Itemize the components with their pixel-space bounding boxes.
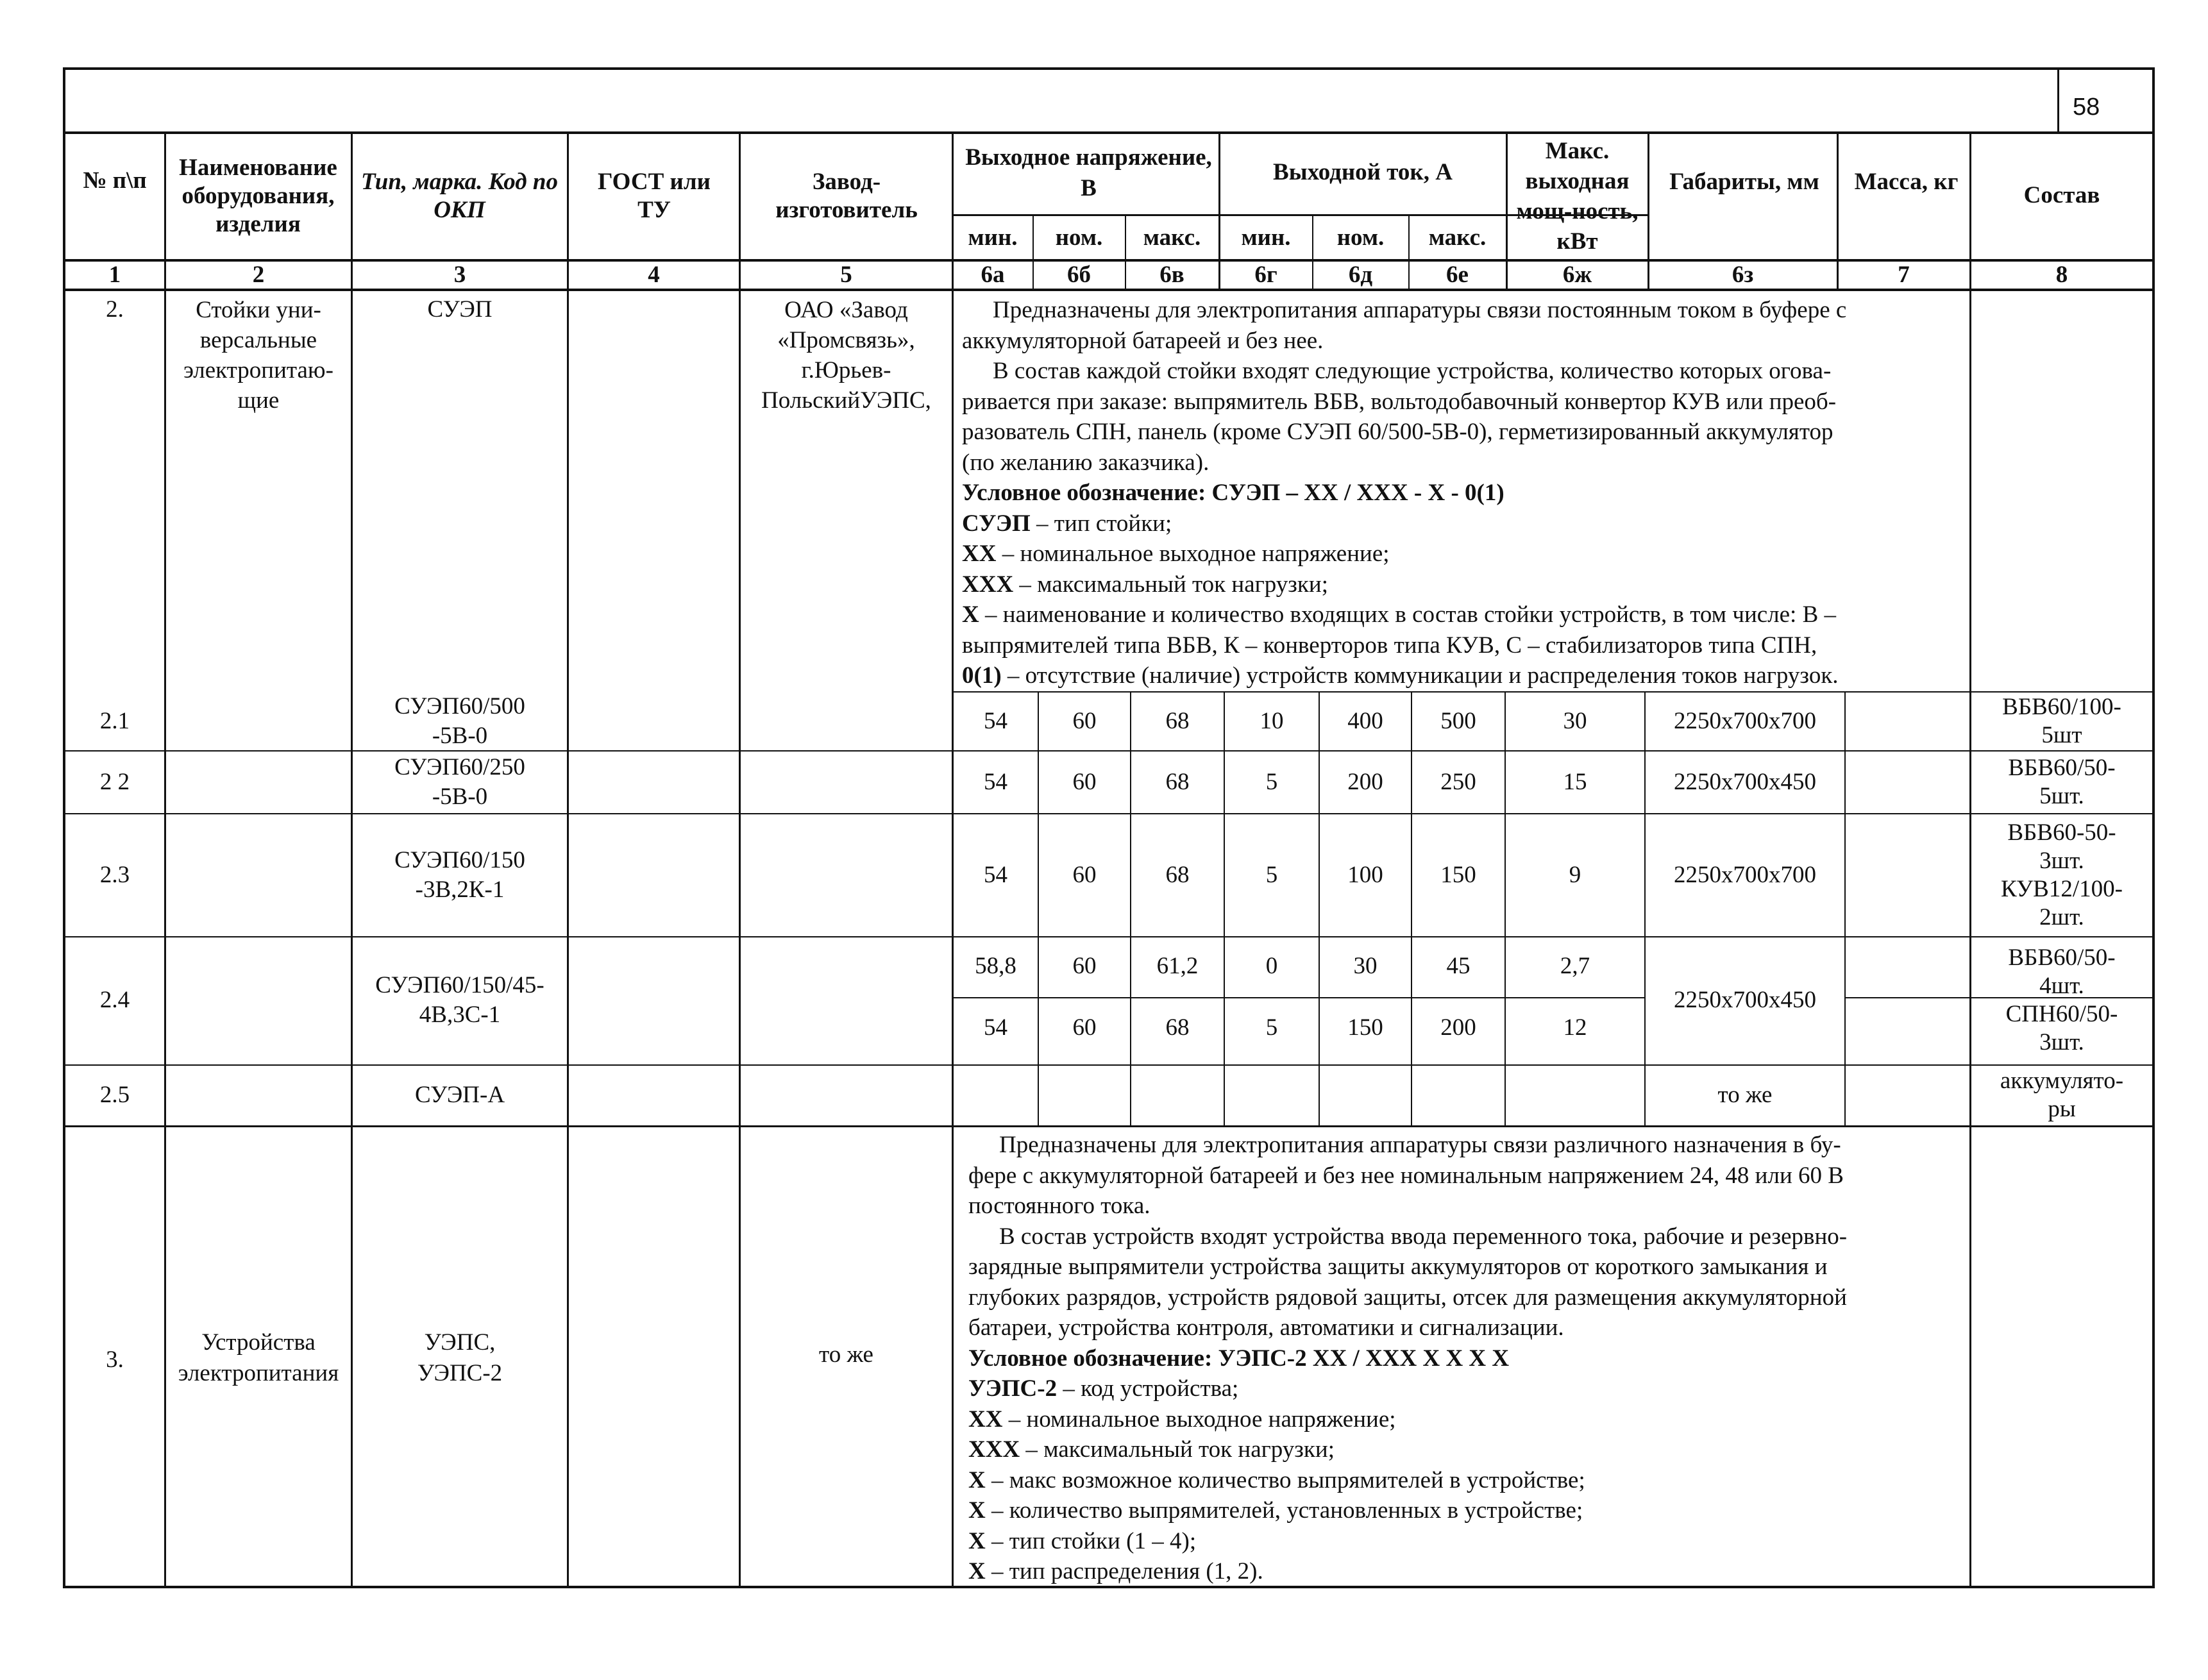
header-dims: Габариты, мм (1669, 169, 1819, 195)
vline-6e-data (1411, 693, 1412, 1127)
row-value: 500 (1440, 708, 1476, 734)
sec3-maker: то же (819, 1341, 873, 1368)
row-value: 15 (1563, 769, 1587, 795)
row-value: 54 (984, 862, 1007, 888)
row-dims: 2250x700x450 (1674, 987, 1816, 1013)
colnum-6b: 6б (1067, 262, 1091, 288)
row-value: 61,2 (1156, 953, 1199, 979)
row-num: 2.4 (99, 987, 130, 1013)
row-value: 58,8 (975, 953, 1016, 979)
colnum-6z: 6з (1732, 262, 1754, 288)
row-value: 200 (1347, 769, 1383, 795)
header-gost: ГОСТ или ТУ (598, 169, 711, 223)
description-line: ривается при заказе: выпрямитель ВБВ, вольтодобавочный конвертор КУВ или преоб- (962, 388, 1837, 415)
page-box-left (2057, 67, 2059, 131)
row-composition: ВБВ60/50- 5шт. (2008, 755, 2116, 809)
row-value: 54 (984, 769, 1007, 795)
row-value: 5 (1265, 862, 1278, 888)
row-value: 100 (1347, 862, 1383, 888)
vline-c5 (952, 131, 954, 1587)
row-value: 150 (1440, 862, 1476, 888)
row-line-2-2 (63, 813, 2155, 814)
row-value: 68 (1165, 769, 1190, 795)
description-line: В состав устройств входят устройства ввода переменного тока, рабочие и резервно- (999, 1223, 1848, 1250)
header-current: Выходной ток, А (1273, 159, 1453, 185)
description-line: XXX – максимальный ток нагрузки; (968, 1436, 1335, 1463)
row-composition: ВБВ60/50- 4шт. СПН60/50- 3шт. (2005, 945, 2118, 1055)
row-type: СУЭП60/250 -5В-0 (394, 754, 525, 810)
row-value: 60 (1072, 708, 1097, 734)
description-line: 0(1) – отсутствие (наличие) устройств коммуникации и распределения токов нагрузок. (962, 662, 1839, 689)
description-line: X – наименование и количество входящих в состав стойки устройств, в том числе: В – (962, 601, 1837, 628)
header-mass: Масса, кг (1854, 169, 1959, 195)
sec2-num: 2. (106, 296, 124, 323)
row-value: 0 (1265, 953, 1278, 979)
description-line: (по желанию заказчика). (962, 449, 1209, 476)
colnum-7: 7 (1898, 262, 1910, 288)
description-line: XXX – максимальный ток нагрузки; (962, 571, 1328, 598)
description-line: X – тип распределения (1, 2). (968, 1558, 1263, 1584)
description-line: Условное обозначение: УЭПС-2 XX / XXX X X X X (968, 1345, 1510, 1372)
sub-min-v: мин. (968, 224, 1018, 251)
sec2-type: СУЭП (427, 296, 493, 323)
sec2-maker: ОАО «Завод «Промсвязь», г.Юрьев- ПольскийУЭПС, (761, 297, 931, 414)
description-line: Условное обозначение: СУЭП – XX / XXX - X - 0(1) (962, 480, 1504, 506)
header-voltage: Выходное напряжение, В (965, 144, 1212, 201)
description-line: УЭПС-2 – код устройства; (968, 1375, 1239, 1402)
frame-top (63, 67, 2155, 70)
header-power: Макс. выходная мощ-ность, кВт (1516, 138, 1639, 255)
sub-nom-v: ном. (1055, 224, 1103, 251)
description-line: глубоких разрядов, устройств рядовой защиты, отсек для размещения аккумуляторной (968, 1284, 1847, 1311)
row-value: 5 (1265, 1014, 1278, 1041)
row-type: СУЭП-А (414, 1081, 505, 1108)
row-value: 250 (1440, 769, 1476, 795)
page-number: 58 (2073, 94, 2100, 121)
description-line: X – количество выпрямителей, установленных в устройстве; (968, 1497, 1583, 1524)
row-dims: 2250x700x450 (1674, 769, 1816, 795)
row-value: 54 (984, 1014, 1007, 1041)
frame-right (2152, 67, 2155, 1588)
header-num: № п\п (83, 167, 147, 194)
row-num: 2 2 (99, 769, 130, 795)
colnum-4: 4 (648, 262, 660, 288)
description-line: XX – номинальное выходное напряжение; (968, 1406, 1396, 1432)
row-num: 2.3 (99, 862, 130, 888)
description-line: аккумуляторной батареей и без нее. (962, 327, 1324, 354)
sub-max-v: макс. (1143, 224, 1201, 251)
row-value: 12 (1563, 1014, 1587, 1041)
vline-7-data (1844, 693, 1846, 1127)
colnum-6a: 6а (981, 262, 1005, 288)
row-value: 68 (1165, 1014, 1190, 1041)
colnum-6zh: 6ж (1562, 262, 1592, 288)
sec3-type: УЭПС, УЭПС-2 (417, 1329, 503, 1386)
sub-max-a: макс. (1428, 224, 1487, 251)
row-line-sec2-end (952, 691, 2155, 693)
row-value: 2,7 (1560, 953, 1590, 979)
colnum-8: 8 (2055, 262, 2068, 288)
vline-6z-data (1644, 693, 1646, 1127)
colnum-6v: 6в (1159, 262, 1184, 288)
row-type: СУЭП60/150 -3В,2К-1 (394, 847, 525, 903)
row-num: 2.1 (99, 708, 130, 734)
sec2-name: Стойки уни- версальные электропитаю- щие (183, 297, 333, 414)
row-value: 200 (1440, 1014, 1476, 1041)
row-value: 60 (1072, 1014, 1097, 1041)
row-value: 68 (1165, 862, 1190, 888)
sec3-num: 3. (106, 1347, 124, 1373)
row-type: СУЭП60/500 -5В-0 (394, 693, 525, 749)
row-dims: 2250x700x700 (1674, 708, 1816, 734)
header-top-line (63, 131, 2155, 134)
row-value: 60 (1072, 953, 1097, 979)
description-line: В состав каждой стойки входят следующие устройства, количество которых огова- (993, 358, 1832, 384)
row-value: 30 (1563, 708, 1587, 734)
header-comp: Состав (2023, 182, 2100, 208)
description-line: зарядные выпрямители устройства защиты аккумуляторов от короткого замыкания и (968, 1254, 1828, 1280)
row-value: 30 (1353, 953, 1378, 979)
sub-nom-a: ном. (1336, 224, 1385, 251)
vline-6g-data (1224, 693, 1225, 1127)
row-value: 60 (1072, 769, 1097, 795)
colnum-6d: 6д (1348, 262, 1373, 288)
description-line: Предназначены для электропитания аппаратуры связи постоянным током в буфере с (993, 297, 1847, 323)
colnum-6e: 6е (1446, 262, 1469, 288)
row-value: 54 (984, 708, 1007, 734)
sec3-name: Устройства электропитания (178, 1329, 339, 1386)
description-line: Предназначены для электропитания аппаратуры связи различного назначения в бу- (999, 1132, 1841, 1158)
header-name: Наименование оборудования, изделия (179, 155, 337, 237)
header-type: Тип, марка. Код по ОКП (361, 169, 558, 223)
description-line: X – тип стойки (1 – 4); (968, 1527, 1197, 1554)
row-composition: аккумулято- ры (2000, 1067, 2124, 1122)
description-line: фере с аккумуляторной батареей и без нее номинальным напряжением 24, 48 или 60 В (968, 1162, 1844, 1189)
vline-c3 (567, 131, 569, 1587)
vline-6d-data (1319, 693, 1320, 1127)
row-line-2-4-mid (952, 997, 1644, 998)
row-value: 68 (1165, 708, 1190, 734)
vline-6zh-data (1504, 693, 1506, 1127)
colnum-1: 1 (108, 262, 121, 288)
row-value: 5 (1265, 769, 1278, 795)
colnum-2: 2 (252, 262, 265, 288)
colnum-6g: 6г (1254, 262, 1277, 288)
row-value: 400 (1347, 708, 1383, 734)
colnum-5: 5 (840, 262, 852, 288)
header-maker: Завод-изготовитель (775, 169, 918, 223)
row-dims: 2250x700x700 (1674, 862, 1816, 888)
description-line: выпрямителей типа ВБВ, К – конверторов типа КУВ, С – стабилизаторов типа СПН, (962, 632, 1817, 659)
description-line: XX – номинальное выходное напряжение; (962, 541, 1390, 567)
row-dims: то же (1717, 1081, 1773, 1108)
vline-6b-data (1038, 693, 1039, 1127)
row-num: 2.5 (99, 1081, 130, 1108)
row-value: 10 (1260, 708, 1284, 734)
description-line: X – макс возможное количество выпрямителей в устройстве; (968, 1466, 1585, 1493)
row-value: 150 (1347, 1014, 1383, 1041)
row-line-2-5 (63, 1125, 2155, 1127)
vline-6v-data (1130, 693, 1131, 1127)
row-value: 60 (1072, 862, 1097, 888)
row-line-2-3 (63, 936, 2155, 937)
sec3-description (968, 1130, 1969, 1587)
row-line-2-4 (63, 1064, 2155, 1066)
sub-min-a: мин. (1241, 224, 1291, 251)
row-value: 45 (1446, 953, 1471, 979)
row-composition: ВБВ60-50- 3шт. КУВ12/100- 2шт. (2001, 819, 2123, 930)
row-value: 9 (1569, 862, 1581, 888)
description-line: постоянного тока. (968, 1193, 1150, 1219)
row-composition: ВБВ60/100- 5шт (2002, 694, 2121, 748)
sec2-description (962, 295, 2148, 691)
description-line: разователь СПН, панель (кроме СУЭП 60/500-5В-0), герметизированный аккумулятор (962, 419, 1833, 445)
colnum-3: 3 (453, 262, 466, 288)
description-line: батареи, устройства контроля, автоматики и сигнализации. (968, 1315, 1564, 1341)
description-line: СУЭП – тип стойки; (962, 510, 1172, 537)
row-type: СУЭП60/150/45- 4В,3С-1 (375, 972, 544, 1028)
